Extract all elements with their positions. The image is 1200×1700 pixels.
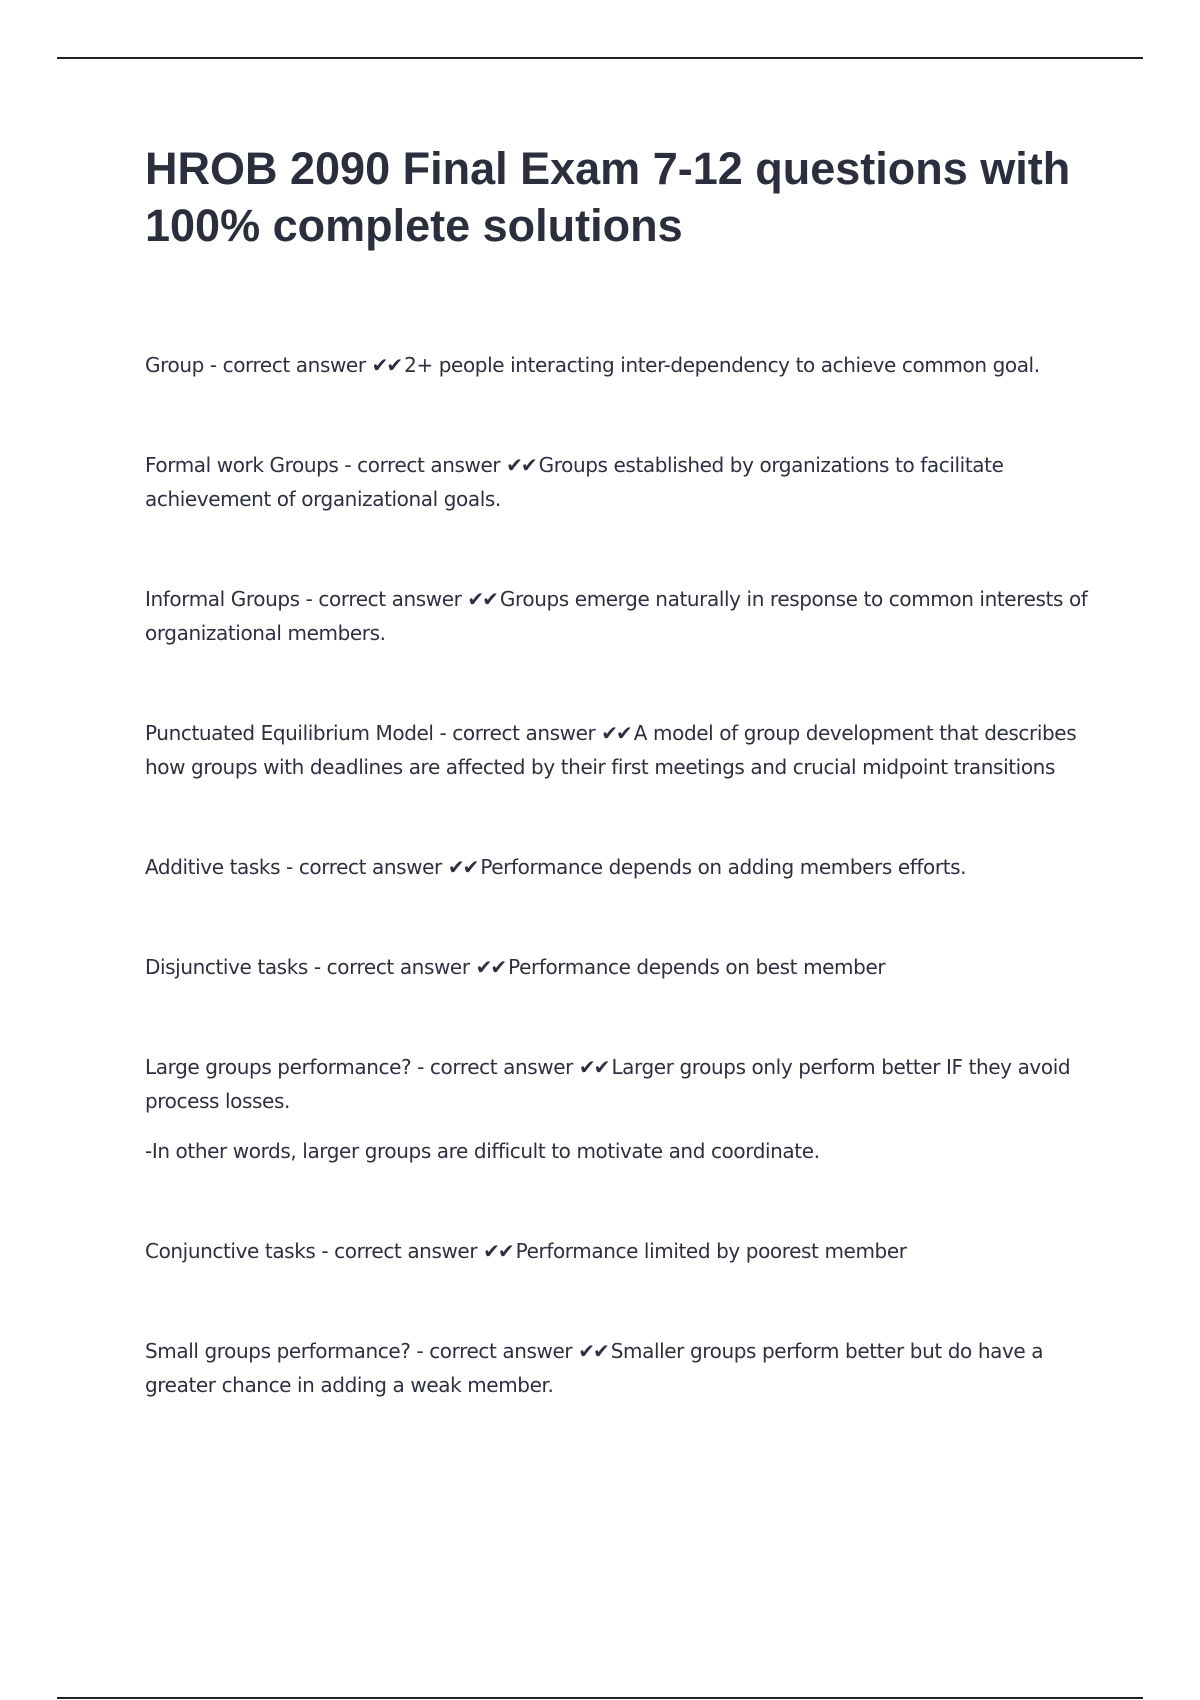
qa-line: [145, 1234, 1105, 1268]
qa-term: Informal Groups: [145, 587, 300, 611]
qa-separator: - correct answer: [280, 855, 448, 879]
qa-separator: - correct answer: [307, 955, 476, 979]
qa-line: [145, 850, 1105, 884]
qa-entry-formal-work-groups: [145, 448, 1105, 516]
qa-answer: 2+ people interacting inter-dependency to achieve common goal.: [404, 353, 1040, 377]
qa-separator: - correct answer: [411, 1055, 579, 1079]
check-mark-icon: ✔✔: [578, 1339, 608, 1363]
qa-term: Small groups performance?: [145, 1339, 411, 1363]
qa-answer: Groups established by organizations to facilitate achievement of organizational goals.: [145, 453, 1004, 511]
qa-entry-additive-tasks: [145, 850, 1105, 884]
qa-list: [145, 348, 1105, 1402]
document-title: HROB 2090 Final Exam 7-12 questions with 100% complete solutions: [145, 143, 1071, 251]
qa-separator: - correct answer: [299, 587, 468, 611]
check-mark-icon: ✔✔: [447, 855, 478, 879]
qa-extra-line: -In other words, larger groups are difficult to motivate and coordinate.: [145, 1139, 820, 1163]
check-mark-icon: ✔✔: [601, 721, 631, 745]
qa-term: Punctuated Equilibrium Model: [145, 721, 434, 745]
qa-entry-small-groups: [145, 1334, 1105, 1402]
qa-term: Group: [145, 353, 204, 377]
check-mark-icon: ✔✔: [578, 1055, 609, 1079]
document-body: [145, 140, 1105, 1468]
qa-entry-group: [145, 348, 1105, 382]
qa-term: Formal work Groups: [145, 453, 339, 477]
check-mark-icon: ✔✔: [483, 1239, 513, 1263]
qa-term: Large groups performance?: [145, 1055, 412, 1079]
qa-separator: - correct answer: [410, 1339, 579, 1363]
check-mark-icon: ✔✔: [506, 453, 536, 477]
qa-line: [145, 950, 1105, 984]
qa-line: [145, 448, 1105, 516]
top-rule: [57, 57, 1143, 59]
qa-answer: A model of group development that describes how groups with deadlines are affected by their first meetings and crucial midpoint transitions: [145, 721, 1077, 779]
qa-separator: - correct answer: [315, 1239, 484, 1263]
qa-separator: - correct answer: [338, 453, 507, 477]
qa-answer: Groups emerge naturally in response to common interests of organizational members.: [145, 587, 1088, 645]
qa-line: [145, 348, 1105, 382]
qa-term: Conjunctive tasks: [145, 1239, 316, 1263]
qa-line: [145, 582, 1105, 650]
qa-line: [145, 1050, 1105, 1118]
qa-line: [145, 1334, 1105, 1402]
qa-answer: Smaller groups perform better but do have a greater chance in adding a weak member.: [145, 1339, 1044, 1397]
check-mark-icon: ✔✔: [467, 587, 497, 611]
qa-separator: - correct answer: [433, 721, 602, 745]
qa-separator: - correct answer: [203, 353, 372, 377]
qa-entry-punctuated-equilibrium: [145, 716, 1105, 784]
qa-term: Additive tasks: [145, 855, 281, 879]
qa-answer: Performance depends on best member: [508, 955, 886, 979]
qa-entry-disjunctive-tasks: [145, 950, 1105, 984]
qa-line: [145, 716, 1105, 784]
qa-answer: Performance depends on adding members efforts.: [480, 855, 967, 879]
check-mark-icon: ✔✔: [475, 955, 506, 979]
qa-term: Disjunctive tasks: [145, 955, 308, 979]
check-mark-icon: ✔✔: [371, 353, 402, 377]
qa-answer: Performance limited by poorest member: [515, 1239, 907, 1263]
qa-entry-conjunctive-tasks: [145, 1234, 1105, 1268]
bottom-rule: [57, 1697, 1143, 1699]
qa-entry-large-groups: [145, 1050, 1105, 1168]
qa-answer: Larger groups only perform better IF they avoid process losses.: [145, 1055, 1071, 1113]
qa-entry-informal-groups: [145, 582, 1105, 650]
